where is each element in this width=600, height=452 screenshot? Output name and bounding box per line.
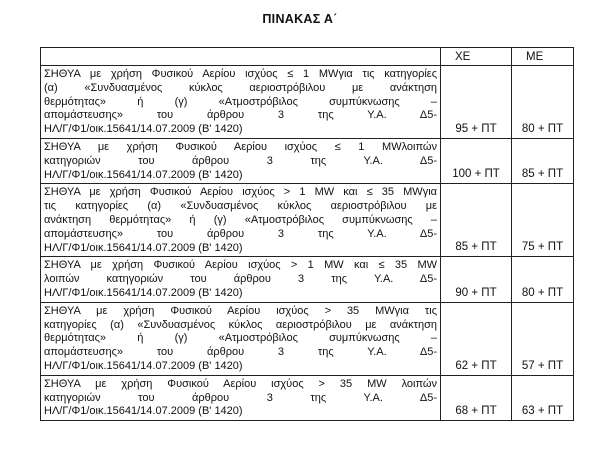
header-me: ΜΕ xyxy=(512,48,574,66)
description-line: τις κατηγορίες (α) «Συνδυασμένος κύκλος αεριοστρόβιλου με xyxy=(44,200,437,213)
row-value-xe: 100 + ΠΤ xyxy=(441,138,512,183)
row-value-me: 80 + ΠΤ xyxy=(512,257,574,302)
table-row xyxy=(41,375,574,420)
page-title: ΠΙΝΑΚΑΣ Α΄ xyxy=(262,12,338,26)
row-value-me: 57 + ΠΤ xyxy=(512,302,574,375)
table-row xyxy=(41,66,574,139)
row-value-me: 75 + ΠΤ xyxy=(512,184,574,257)
description-line: ανάκτηση θερμότητας» ή (γ) «Ατμοστρόβιλος συμπύκνωσης – xyxy=(44,213,437,226)
description-line: ΣΗΘΥΑ με χρήση Φυσικού Αερίου ισχύος > 35 MW λοιπών xyxy=(44,377,437,390)
description-line: ΣΗΘΥΑ με χρήση Φυσικού Αερίου ισχύος > 1 MW και ≤ 35 MW xyxy=(44,259,437,272)
table-row xyxy=(41,184,574,257)
tariff-table xyxy=(40,47,574,421)
table-row xyxy=(41,302,574,375)
row-value-xe: 90 + ΠΤ xyxy=(441,257,512,302)
row-value-me: 85 + ΠΤ xyxy=(512,138,574,183)
row-value-me: 80 + ΠΤ xyxy=(512,66,574,139)
row-description xyxy=(41,184,441,257)
table-row xyxy=(41,138,574,183)
description-line: κατηγορίες (α) «Συνδυασμένος κύκλος αεριοστρόβιλου με ανάκτηση xyxy=(44,318,437,331)
table-row xyxy=(41,257,574,302)
description-line: ΣΗΘΥΑ με χρήση Φυσικού Αερίου ισχύος > 35 MWγια τις xyxy=(44,304,437,317)
row-description xyxy=(41,375,441,420)
row-description xyxy=(41,138,441,183)
row-value-xe: 68 + ΠΤ xyxy=(441,375,512,420)
description-line: κατηγοριών του άρθρου 3 της Υ.Α. Δ5- xyxy=(44,391,437,404)
description-line: ΗΛ/Γ/Φ1/οικ.15641/14.07.2009 (Β' 1420) xyxy=(44,359,243,372)
row-description xyxy=(41,66,441,139)
description-line: ΣΗΘΥΑ με χρήση Φυσικού Αερίου ισχύος > 1 MW και ≤ 35 MWγια xyxy=(44,186,437,199)
table-header-row xyxy=(41,48,574,66)
description-line: ΣΗΘΥΑ με χρήση Φυσικού Αερίου ισχύος ≤ 1 MWλοιπών xyxy=(44,140,437,153)
description-line: απομάστευσης» του άρθρου 3 της Υ.Α. Δ5- xyxy=(44,109,437,122)
description-line: θερμότητας» ή (γ) «Ατμοστρόβιλος συμπύκνωσης – xyxy=(44,332,437,345)
description-line: απομάστευσης» του άρθρου 3 της Υ.Α. Δ5- xyxy=(44,227,437,240)
description-line: ΗΛ/Γ/Φ1/οικ.15641/14.07.2009 (Β' 1420) xyxy=(44,123,243,136)
description-line: ΗΛ/Γ/Φ1/οικ.15641/14.07.2009 (Β' 1420) xyxy=(44,405,243,418)
row-description xyxy=(41,302,441,375)
description-line: (α) «Συνδυασμένος κύκλος αεριοστρόβιλου με ανάκτηση xyxy=(44,81,437,94)
row-value-xe: 62 + ΠΤ xyxy=(441,302,512,375)
description-line: ΗΛ/Γ/Φ1/οικ.15641/14.07.2009 (Β' 1420) xyxy=(44,241,243,254)
description-line: ΗΛ/Γ/Φ1/οικ.15641/14.07.2009 (Β' 1420) xyxy=(44,286,243,299)
header-xe: ΧΕ xyxy=(441,48,512,66)
description-line: ΗΛ/Γ/Φ1/οικ.15641/14.07.2009 (Β' 1420) xyxy=(44,168,243,181)
row-description xyxy=(41,257,441,302)
row-value-me: 63 + ΠΤ xyxy=(512,375,574,420)
description-line: κατηγοριών του άρθρου 3 της Υ.Α. Δ5- xyxy=(44,154,437,167)
row-value-xe: 95 + ΠΤ xyxy=(441,66,512,139)
header-description xyxy=(41,48,441,66)
row-value-xe: 85 + ΠΤ xyxy=(441,184,512,257)
description-line: απομάστευσης» του άρθρου 3 της Υ.Α. Δ5- xyxy=(44,346,437,359)
description-line: λοιπών κατηγοριών του άρθρου 3 της Υ.Α. Δ5- xyxy=(44,273,437,286)
description-line: ΣΗΘΥΑ με χρήση Φυσικού Αερίου ισχύος ≤ 1 MWγια τις κατηγορίες xyxy=(44,68,437,80)
description-line: θερμότητας» ή (γ) «Ατμοστρόβιλος συμπύκνωσης – xyxy=(44,95,437,108)
